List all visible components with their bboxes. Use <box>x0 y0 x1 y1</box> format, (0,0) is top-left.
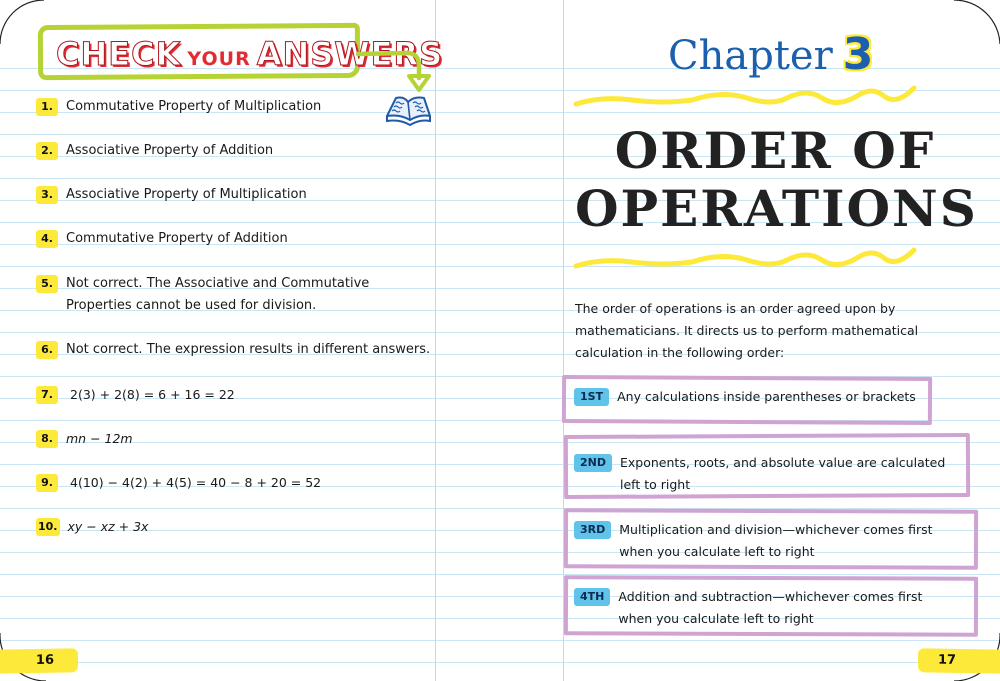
step-text-line-2: when you calculate left to right <box>618 611 814 626</box>
answer-number-badge: 2. <box>36 142 58 160</box>
step-badge: 1ST <box>574 388 609 406</box>
answer-number-badge: 9. <box>36 474 58 492</box>
answer-number-badge: 7. <box>36 386 58 404</box>
step-item <box>574 388 916 408</box>
yellow-squiggle-divider <box>572 82 922 110</box>
page-number-left: 16 <box>0 648 78 673</box>
page-number-right: 17 <box>918 648 1000 674</box>
chapter-number: 3 <box>842 29 874 80</box>
step-text <box>620 452 945 496</box>
step-item <box>574 454 945 496</box>
answer-text: Commutative Property of Addition <box>66 231 288 246</box>
answer-item <box>36 474 436 494</box>
curved-arrow-icon <box>355 40 435 96</box>
yellow-squiggle-divider <box>572 244 922 272</box>
step-text: Any calculations inside parentheses or brackets <box>617 389 916 404</box>
answer-text: xy − xz + 3x <box>67 519 149 534</box>
title-word-answers: ANSWERS <box>256 35 444 73</box>
step-item <box>574 521 933 563</box>
answer-number-badge: 1. <box>36 98 58 116</box>
answer-item <box>36 386 436 406</box>
answer-number-badge: 6. <box>36 341 58 359</box>
answer-item <box>36 142 436 162</box>
page-corner-curve-top-right <box>940 0 1000 60</box>
step-item <box>574 588 922 630</box>
answer-text: 2(3) + 2(8) = 6 + 16 = 22 <box>70 387 235 402</box>
answer-text: Associative Property of Addition <box>66 143 274 158</box>
answer-text: 4(10) − 4(2) + 4(5) = 40 − 8 + 20 = 52 <box>70 475 322 490</box>
chapter-title <box>575 121 978 238</box>
answer-text: Associative Property of Multiplication <box>66 187 307 202</box>
answer-text: Not correct. The expression results in different answers. <box>66 342 431 357</box>
chapter-title-line-2: OPERATIONS <box>575 179 978 238</box>
step-text-line-2: when you calculate left to right <box>619 544 815 559</box>
answer-item <box>36 518 436 538</box>
answer-number-badge: 3. <box>36 186 58 204</box>
answer-number-badge: 4. <box>36 230 58 248</box>
step-text <box>618 586 922 630</box>
answer-item <box>36 230 436 250</box>
answer-text: mn − 12m <box>66 431 133 446</box>
step-badge: 4TH <box>574 588 610 606</box>
chapter-title-line-1: ORDER OF <box>614 121 936 180</box>
answer-number-badge: 5. <box>36 275 58 293</box>
chapter-heading <box>668 25 873 85</box>
title-word-check: CHECK <box>56 35 182 73</box>
step-text-line-1: Multiplication and division—whichever comes first <box>619 522 933 537</box>
chapter-label: Chapter <box>668 33 833 79</box>
answer-number-badge: 10. <box>36 518 60 536</box>
step-text <box>619 519 932 563</box>
step-badge: 2ND <box>574 454 612 472</box>
answer-number-badge: 8. <box>36 430 58 448</box>
step-text-line-1: Exponents, roots, and absolute value are calculated <box>620 455 946 470</box>
answer-text: Not correct. The Associative and Commutative Properties cannot be used for division. <box>66 276 370 313</box>
intro-paragraph: The order of operations is an order agreed upon by mathematicians. It directs us to perform mathematical calculation in the following order: <box>575 301 919 360</box>
answer-item <box>36 98 436 118</box>
step-badge: 3RD <box>574 521 611 539</box>
answer-item <box>36 275 436 317</box>
step-text-line-2: left to right <box>620 477 691 492</box>
answer-item <box>36 186 436 206</box>
answer-text: Commutative Property of Multiplication <box>66 99 322 114</box>
step-text-line-1: Addition and subtraction—whichever comes first <box>618 589 923 604</box>
answer-item <box>36 430 436 450</box>
title-word-your: YOUR <box>187 48 251 70</box>
answer-item <box>36 341 436 361</box>
